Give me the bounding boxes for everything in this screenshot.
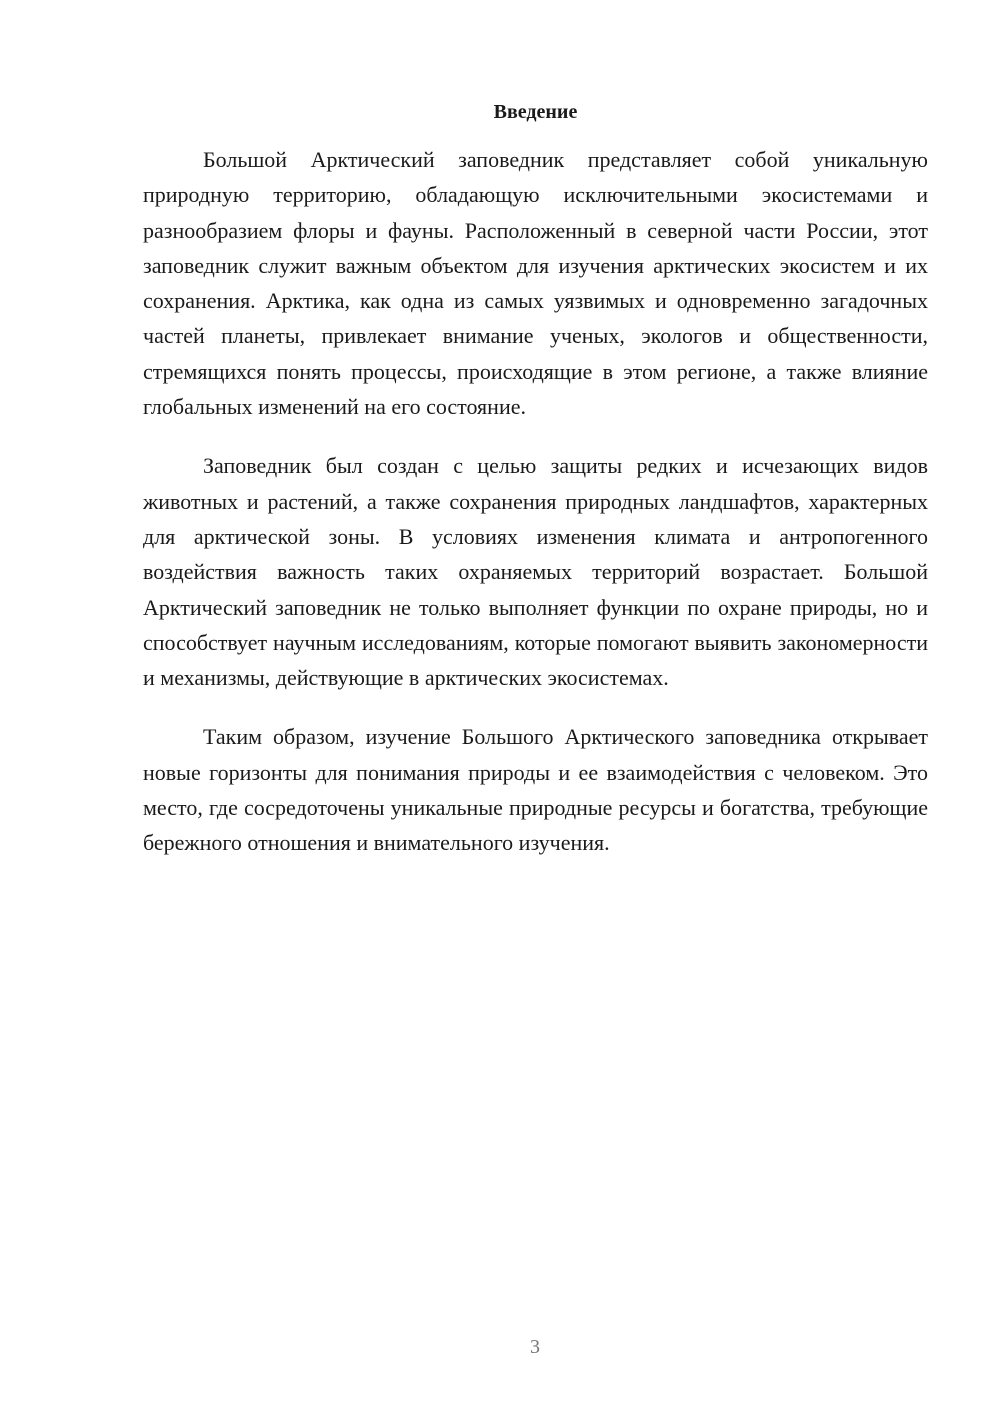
paragraph-intro: Большой Арктический заповедник представляет собой уникальную природную территорию, обладающую исключительными экосистемами и разнообразием флоры и фауны. Расположенный в северной части России, этот заповедник служит важным объектом для изучения арктических экосистем и их сохранения. Арктика, как одна из самых уязвимых и одновременно загадочных частей планеты, привлекает внимание ученых, экологов и общественности, стремящихся понять процессы, происходящие в этом регионе, а также влияние глобальных изменений на его состояние. bbox=[143, 147, 928, 420]
section-heading: Введение bbox=[493, 101, 578, 123]
document-body bbox=[143, 142, 928, 885]
page-number: 3 bbox=[530, 1336, 540, 1358]
paragraph-purpose: Заповедник был создан с целью защиты редких и исчезающих видов животных и растений, а также сохранения природных ландшафтов, характерных для арктической зоны. В условиях изменения климата и антропогенного воздействия важность таких охраняемых территорий возрастает. Большой Арктический заповедник не только выполняет функции по охране природы, но и способствует научным исследованиям, которые помогают выявить закономерности и механизмы, действующие в арктических экосистемах. bbox=[143, 453, 928, 691]
paragraph-conclusion: Таким образом, изучение Большого Арктического заповедника открывает новые горизонты для понимания природы и ее взаимодействия с человеком. Это место, где сосредоточены уникальные природные ресурсы и богатства, требующие бережного отношения и внимательного изучения. bbox=[143, 724, 928, 856]
